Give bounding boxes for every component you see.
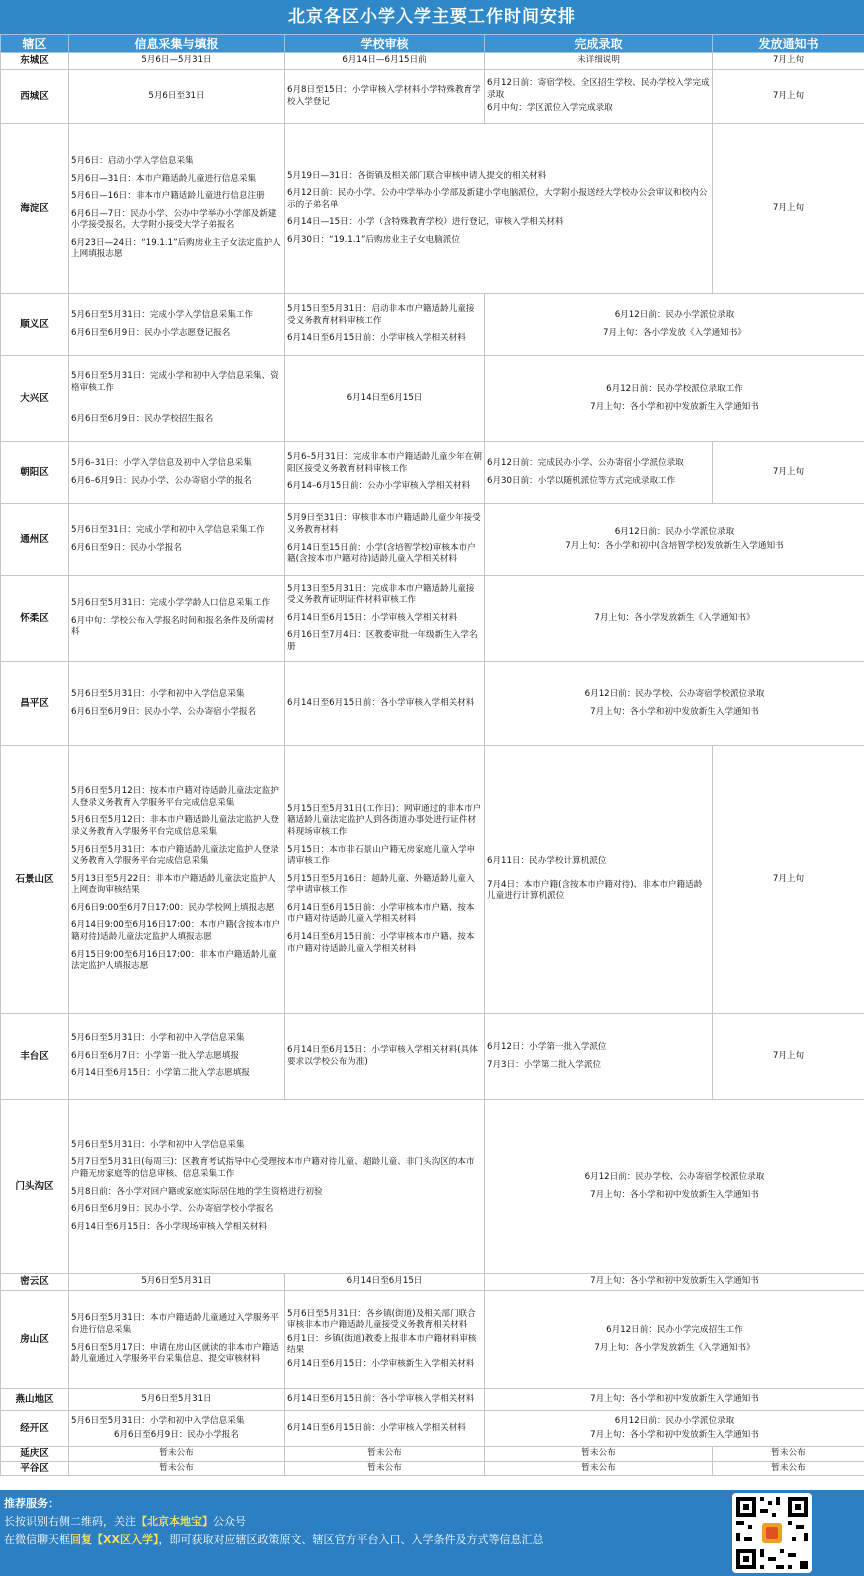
district-name: 平谷区 (1, 1461, 69, 1476)
table-row (1, 1389, 864, 1411)
info-cell: 5月6日至5月31日：本市户籍适龄儿童通过入学服务平台进行信息采集 5月6日至5月17日：申请在房山区就读的非本市户籍适龄儿童通过入学服务平台采集信息、提交审核材料 (69, 1291, 285, 1389)
table-row (1, 746, 864, 1014)
table-row (1, 124, 864, 294)
notice-cell: 7月上旬 (713, 124, 864, 294)
admit-notice-cell: 6月12日前：民办小学派位录取 7月上旬：各小学发放《入学通知书》 (485, 294, 864, 356)
admit-cell: 未详细说明 (485, 53, 713, 70)
footer-heading: 推荐服务： (4, 1497, 59, 1510)
table-row (1, 70, 864, 124)
review-cell: 6月14日至6月15日前：各小学审核入学相关材料 (285, 662, 485, 746)
info-cell: 5月6日至5月31日：小学和初中入学信息采集 6月6日至6月7日：小学第一批入学志愿填报 6月14日至6月15日：小学第二批入学志愿填报 (69, 1014, 285, 1100)
footer-line-follow: 长按识别右侧二维码，关注【北京本地宝】公众号 (4, 1515, 246, 1528)
info-cell: 5月6日至31日：完成小学和初中入学信息采集工作 6月6日至9日：民办小学报名 (69, 504, 285, 576)
district-name: 通州区 (1, 504, 69, 576)
review-cell: 6月14日至6月15日前：各小学审核入学相关材料 (285, 1389, 485, 1411)
admit-notice-cell: 6月12日前：民办学校派位录取工作 7月上旬：各小学和初中发放新生入学通知书 (485, 356, 864, 442)
review-cell: 6月14日至6月15日：小学审核入学相关材料(具体要求以学校公布为准) (285, 1014, 485, 1100)
district-name: 丰台区 (1, 1014, 69, 1100)
district-name: 海淀区 (1, 124, 69, 294)
admit-cell: 6月12日前：寄宿学校、全区招生学校、民办学校入学完成录取 6月中旬：学区派位入学完成录取 (485, 70, 713, 124)
district-name: 东城区 (1, 53, 69, 70)
district-name: 燕山地区 (1, 1389, 69, 1411)
district-name: 密云区 (1, 1274, 69, 1291)
admit-notice-cell: 7月上旬：各小学和初中发放新生入学通知书 (485, 1389, 864, 1411)
notice-cell: 暂未公布 (713, 1461, 864, 1476)
review-cell: 6月14日至6月15日 (285, 356, 485, 442)
header-district: 辖区 (1, 35, 69, 53)
table-row (1, 662, 864, 746)
review-cell: 6月14日至6月15日 (285, 1274, 485, 1291)
table-row (1, 1274, 864, 1291)
review-cell: 5月6–5月31日：完成非本市户籍适龄儿童少年在朝阳区接受义务教育材料审核工作 6月14–6月15日前：公办小学审核入学相关材料 (285, 442, 485, 504)
info-cell: 5月6日至5月31日：小学和初中入学信息采集 6月6日至6月9日：民办小学报名 (69, 1411, 285, 1447)
info-cell: 5月6日至5月31日：完成小学学龄人口信息采集工作 6月中旬：学校公布入学报名时间和报名条件及所需材料 (69, 576, 285, 662)
table-row (1, 1014, 864, 1100)
info-review-cell: 5月6日至5月31日：小学和初中入学信息采集 5月7日至5月31日(每周三)：区教育考试指导中心受理按本市户籍对待儿童、超龄儿童、非门头沟区的本市户籍无房家庭等的信息审核、信息采集工作 5月8日前：各小学对回户籍或家庭实际居住地的学生资格进行初验 6月6日至6月9日：民办小学、公办寄宿学校小学报名 6月14日至6月15日：各小学现场审核入学相关材料 (69, 1100, 485, 1274)
table-row (1, 1411, 864, 1447)
review-cell: 暂未公布 (285, 1461, 485, 1476)
info-cell: 5月6日至31日 (69, 70, 285, 124)
header-row (1, 35, 864, 53)
district-name: 西城区 (1, 70, 69, 124)
footer-line-reply: 在微信聊天框回复【XX区入学】，即可获取对应辖区政策原文、辖区官方平台入口、入学条件及方式等信息汇总 (4, 1533, 544, 1546)
notice-cell: 7月上旬 (713, 70, 864, 124)
notice-cell: 7月上旬 (713, 442, 864, 504)
table-row (1, 576, 864, 662)
review-cell: 5月9日至31日：审核非本市户籍适龄儿童少年接受义务教育材料 6月14日至15日前：小学(含培智学校)审核本市户籍(含按本市户籍对待)适龄儿童入学相关材料 (285, 504, 485, 576)
admit-notice-cell: 6月12日前：民办小学派位录取 7月上旬：各小学和初中(含培智学校)发放新生入学通知书 (485, 504, 864, 576)
schedule-table (0, 34, 864, 1476)
admit-notice-cell: 6月12日前：民办学校、公办寄宿学校派位录取 7月上旬：各小学和初中发放新生入学通知书 (485, 662, 864, 746)
table-row (1, 53, 864, 70)
district-name: 房山区 (1, 1291, 69, 1389)
admit-cell: 暂未公布 (485, 1447, 713, 1462)
qr-code-icon[interactable] (732, 1493, 812, 1573)
notice-cell: 7月上旬 (713, 1014, 864, 1100)
district-name: 怀柔区 (1, 576, 69, 662)
district-name: 朝阳区 (1, 442, 69, 504)
admit-cell: 6月12日前：完成民办小学、公办寄宿小学派位录取 6月30日前：小学以随机派位等方式完成录取工作 (485, 442, 713, 504)
header-admit: 完成录取 (485, 35, 713, 53)
info-cell: 5月6日至5月31日：完成小学和初中入学信息采集、资格审核工作 6月6日至6月9日：民办学校招生报名 (69, 356, 285, 442)
review-cell: 5月13日至5月31日：完成非本市户籍适龄儿童接受义务教育证明证件材料审核工作 6月14日至6月15日：小学审核入学相关材料 6月16日至7月4日：区教委审批一年级新生入学名册 (285, 576, 485, 662)
info-cell: 5月6日至5月31日：完成小学入学信息采集工作 6月6日至6月9日：民办小学志愿登记报名 (69, 294, 285, 356)
district-name: 延庆区 (1, 1447, 69, 1462)
district-name: 大兴区 (1, 356, 69, 442)
table-row (1, 1100, 864, 1274)
district-name: 经开区 (1, 1411, 69, 1447)
review-cell: 6月14日至6月15日前：小学审核入学相关材料 (285, 1411, 485, 1447)
info-cell: 5月6日至5月31日：小学和初中入学信息采集 6月6日至6月9日：民办小学、公办寄宿小学报名 (69, 662, 285, 746)
info-cell: 5月6日—5月31日 (69, 53, 285, 70)
admit-notice-cell: 7月上旬：各小学发放新生《入学通知书》 (485, 576, 864, 662)
district-name: 昌平区 (1, 662, 69, 746)
admit-cell: 6月12日：小学第一批入学派位 7月3日：小学第二批入学派位 (485, 1014, 713, 1100)
page-title: 北京各区小学入学主要工作时间安排 (0, 0, 864, 34)
admit-notice-cell: 6月12日前：民办学校、公办寄宿学校派位录取 7月上旬：各小学和初中发放新生入学通知书 (485, 1100, 864, 1274)
header-info: 信息采集与填报 (69, 35, 285, 53)
review-cell: 暂未公布 (285, 1447, 485, 1462)
review-cell: 5月6日至5月31日：各乡镇(街道)及相关部门联合审核非本市户籍适龄儿童接受义务教育相关材料 6月1日：乡镇(街道)教委上报非本市户籍材料审核结果 6月14日至6月15日：小学审核新生入学相关材料 (285, 1291, 485, 1389)
header-review: 学校审核 (285, 35, 485, 53)
admit-cell: 6月11日：民办学校计算机派位 7月4日：本市户籍(含按本市户籍对待)、非本市户籍适龄儿童进行计算机派位 (485, 746, 713, 1014)
info-cell: 5月6日至5月31日 (69, 1274, 285, 1291)
review-cell: 5月19日—31日：各街镇及相关部门联合审核申请人提交的相关材料 6月12日前：民办小学、公办中学举办小学部及新建小学电脑派位，大学附小报送经大学校办公会审议和校内公示的子弟名单 6月14日—15日：小学（含特殊教育学校）进行登记，审核入学相关材料 6月30日：“19.1.1”后购房业主子女电脑派位 (285, 124, 713, 294)
admit-notice-cell: 7月上旬：各小学和初中发放新生入学通知书 (485, 1274, 864, 1291)
district-name: 顺义区 (1, 294, 69, 356)
info-cell: 5月6–31日：小学入学信息及初中入学信息采集 6月6–6月9日：民办小学、公办寄宿小学的报名 (69, 442, 285, 504)
table-row (1, 294, 864, 356)
district-name: 门头沟区 (1, 1100, 69, 1274)
review-cell: 6月8日至15日：小学审核入学材料小学特殊教育学校入学登记 (285, 70, 485, 124)
notice-cell: 暂未公布 (713, 1447, 864, 1462)
table-row (1, 356, 864, 442)
district-name: 石景山区 (1, 746, 69, 1014)
info-cell: 暂未公布 (69, 1461, 285, 1476)
info-cell: 5月6日：启动小学入学信息采集 5月6日—31日：本市户籍适龄儿童进行信息采集 5月6日—16日：非本市户籍适龄儿童进行信息注册 6月6日—7日：民办小学、公办中学举办小学部及新建小学接受报名，大学附小接受大学子弟报名 6月23日—24日：“19.1.1”后购房业主子女法定监护人上网填报志愿 (69, 124, 285, 294)
table-row (1, 504, 864, 576)
review-cell: 5月15日至5月31日(工作日)：网审通过的非本市户籍适龄儿童法定监护人到各街道办事处进行证件材料现场审核工作 5月15日：本市非石景山户籍无房家庭儿童入学申请审核工作 5月15日至5月16日：超龄儿童、外籍适龄儿童入学申请审核工作 6月14日至6月15日前：小学审核本市户籍、按本市户籍对待适龄儿童入学相关材料 6月14日至6月15日前：小学审核本市户籍、按本市户籍对待适龄儿童入学相关材料 (285, 746, 485, 1014)
header-notice: 发放通知书 (713, 35, 864, 53)
review-cell: 5月15日至5月31日：启动非本市户籍适龄儿童接受义务教育材料审核工作 6月14日至6月15日前：小学审核入学相关材料 (285, 294, 485, 356)
info-cell: 5月6日至5月31日 (69, 1389, 285, 1411)
table-row (1, 1461, 864, 1476)
notice-cell: 7月上旬 (713, 746, 864, 1014)
table-row (1, 1447, 864, 1462)
notice-cell: 7月上旬 (713, 53, 864, 70)
info-cell: 暂未公布 (69, 1447, 285, 1462)
admit-notice-cell: 6月12日前：民办小学完成招生工作 7月上旬：各小学发放新生《入学通知书》 (485, 1291, 864, 1389)
info-cell: 5月6日至5月12日：按本市户籍对待适龄儿童法定监护人登录义务教育入学服务平台完成信息采集 5月6日至5月12日：非本市户籍适龄儿童法定监护人登录义务教育入学服务平台完成信息采集 5月6日至5月31日：本市户籍适龄儿童法定监护人登录义务教育入学服务平台完成信息采集 5月13日至5月22日：非本市户籍适龄儿童法定监护人上网查询审核结果 6月6日9:00至6月7日17:00：民办学校网上填报志愿 6月14日9:00至6月16日17:00：本市户籍(含按本市户籍对待)适龄儿童法定监护人填报志愿 6月15日9:00至6月16日17:00：非本市户籍适龄儿童法定监护人填报志愿 (69, 746, 285, 1014)
table-row (1, 1291, 864, 1389)
review-cell: 6月14日—6月15日前 (285, 53, 485, 70)
admit-notice-cell: 6月12日前：民办小学派位录取 7月上旬：各小学和初中发放新生入学通知书 (485, 1411, 864, 1447)
admit-cell: 暂未公布 (485, 1461, 713, 1476)
footer-banner (0, 1490, 864, 1576)
table-row (1, 442, 864, 504)
